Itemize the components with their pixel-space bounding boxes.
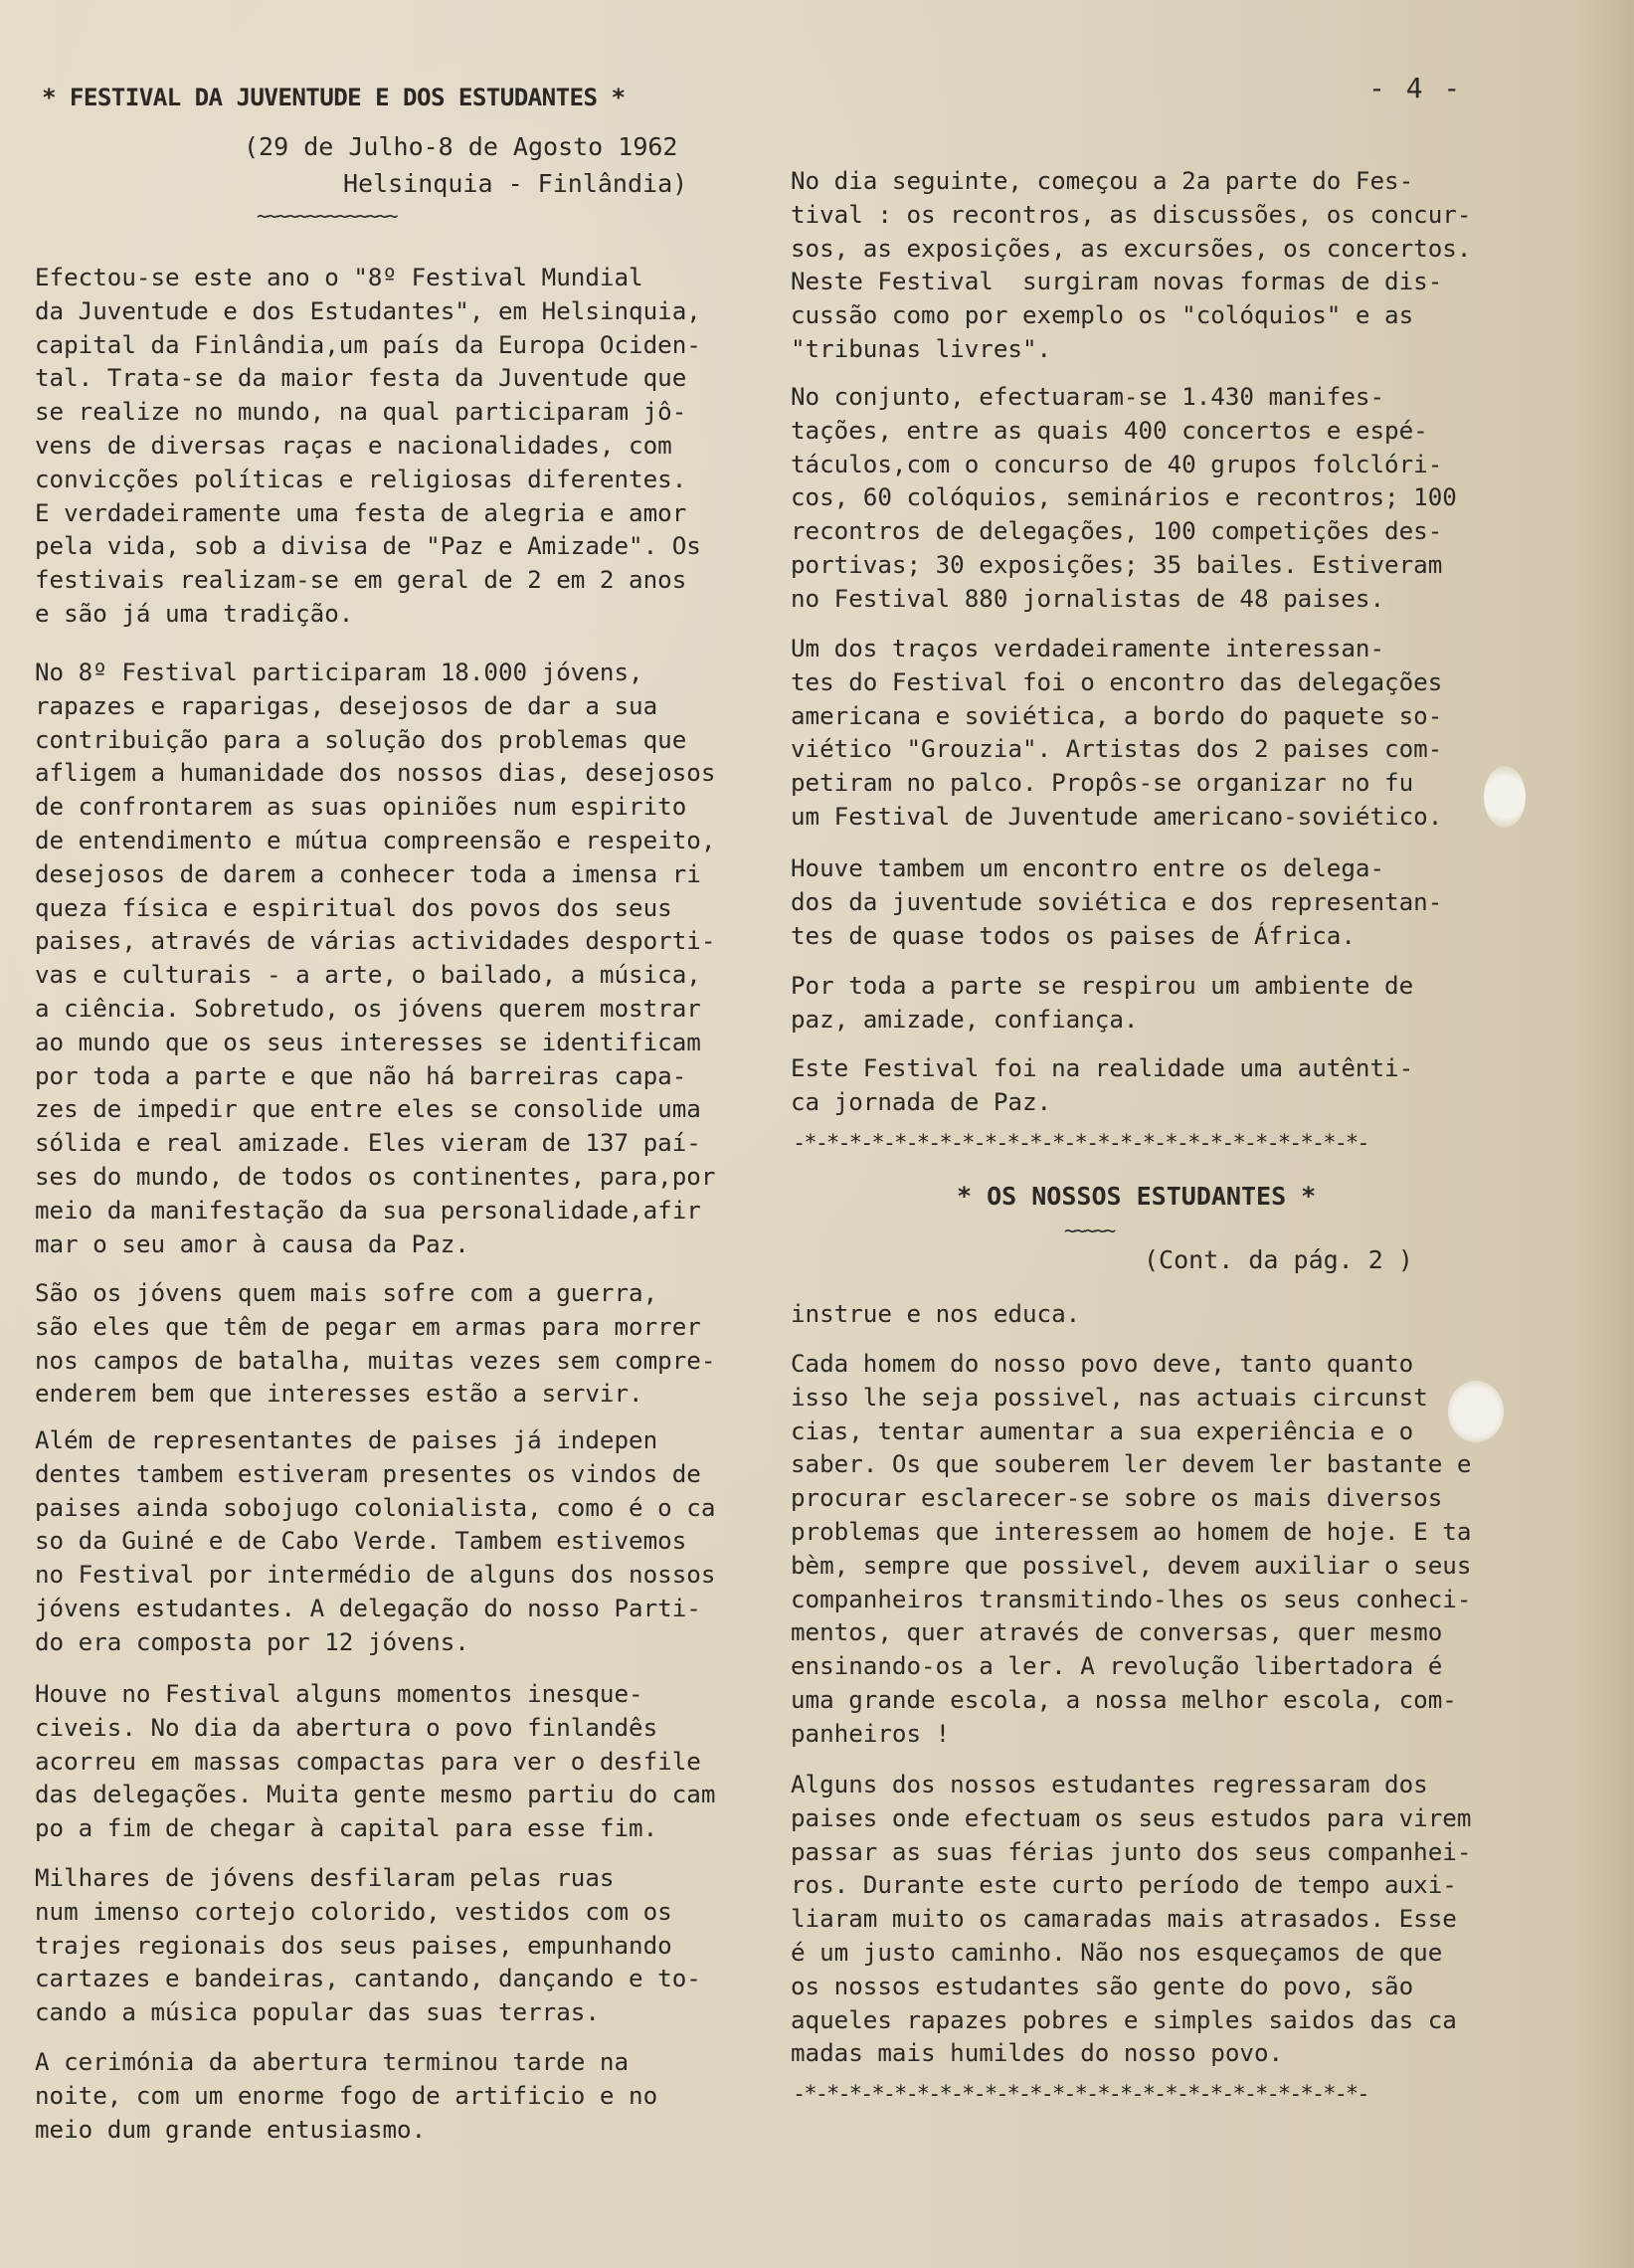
text-line: tes do Festival foi o encontro das delegações <box>791 667 1443 696</box>
text-line: festivais realizam-se em geral de 2 em 2 anos <box>35 566 687 595</box>
text-line: se realize no mundo, na qual participaram jô- <box>35 398 687 427</box>
text-line: nos campos de batalha, muitas vezes sem compre- <box>35 1346 716 1375</box>
article-dates: (29 de Julho-8 de Agosto 1962 <box>244 132 678 161</box>
text-line: convicções políticas e religiosas diferentes. <box>35 465 687 493</box>
text-line: companheiros transmitindo-lhes os seus conheci- <box>791 1585 1472 1613</box>
text-line: civeis. No dia da abertura o povo finlandês <box>35 1713 658 1742</box>
paragraph-atmosphere <box>791 970 1413 1038</box>
text-line: viético "Grouzia". Artistas dos 2 paises com- <box>791 735 1443 764</box>
text-line: trajes regionais dos seus paises, empunhando <box>35 1931 672 1960</box>
text-line: Este Festival foi na realidade uma autênti- <box>791 1054 1414 1082</box>
paragraph-second-part <box>791 165 1471 367</box>
text-line: tes de quase todos os paises de África. <box>791 921 1356 950</box>
text-line: tações, entre as quais 400 concertos e espé- <box>791 416 1428 445</box>
text-line: de entendimento e mútua compreensão e respeito, <box>35 826 716 854</box>
paragraph-africa <box>791 852 1442 953</box>
text-line: São os jóvens quem mais sofre com a guerra, <box>35 1279 658 1307</box>
text-line: afligem a humanidade dos nossos dias, desejosos <box>35 759 716 788</box>
paper-shadow <box>1574 0 1634 2268</box>
text-line: pela vida, sob a divisa de "Paz e Amizade". Os <box>35 532 701 561</box>
text-line: tival : os recontros, as discussões, os concur- <box>791 200 1472 229</box>
text-line: de confrontarem as suas opiniões num espirito <box>35 793 687 822</box>
paragraph-parade <box>35 1862 701 2030</box>
text-line: passar as suas férias junto dos seus companhei- <box>791 1837 1472 1866</box>
section-title: * OS NOSSOS ESTUDANTES * <box>957 1182 1317 1211</box>
text-line: No dia seguinte, começou a 2a parte do Fes- <box>791 167 1414 195</box>
text-line: No conjunto, efectuaram-se 1.430 manifes- <box>791 383 1385 411</box>
text-line: Além de representantes de paises já indepen <box>35 1426 658 1454</box>
paragraph-colonial <box>35 1424 715 1660</box>
text-line: num imenso cortejo colorido, vestidos com os <box>35 1897 672 1926</box>
text-line: da Juventude e dos Estudantes", em Helsinquia, <box>35 296 701 325</box>
text-line: são eles que têm de pegar em armas para morrer <box>35 1312 701 1341</box>
paragraph-war <box>35 1277 715 1412</box>
text-line: cando a música popular das suas terras. <box>35 1998 600 2027</box>
text-line: panheiros ! <box>791 1719 951 1748</box>
text-line: queza física e espiritual dos povos dos seus <box>35 893 672 922</box>
text-line: meio da manifestação da sua personalidade,afir <box>35 1196 701 1225</box>
text-line: cias, tentar aumentar a sua experiência e o <box>791 1417 1414 1445</box>
text-line: mar o seu amor à causa da Paz. <box>35 1229 469 1258</box>
end-separator: -*-*-*-*-*-*-*-*-*-*-*-*-*-*-*-*-*-*-*-*-*-*-*-*-*- <box>793 2082 1368 2107</box>
text-line: Houve no Festival alguns momentos inesque- <box>35 1680 643 1708</box>
text-line: cos, 60 colóquios, seminários e recontros; 100 <box>791 483 1457 512</box>
text-line: bèm, sempre que possivel, devem auxiliar o seus <box>791 1551 1472 1580</box>
paragraph-each-man <box>791 1348 1471 1752</box>
text-line: E verdadeiramente uma festa de alegria e amor <box>35 498 687 527</box>
text-line: procurar esclarecer-se sobre os mais diversos <box>791 1484 1443 1513</box>
article-title: * FESTIVAL DA JUVENTUDE E DOS ESTUDANTES * <box>42 84 626 111</box>
text-line: meio dum grande entusiasmo. <box>35 2115 427 2144</box>
text-line: zes de impedir que entre eles se consolide uma <box>35 1095 701 1124</box>
text-line: táculos,com o concurso de 40 grupos folclóri- <box>791 450 1443 478</box>
text-line: e são já uma tradição. <box>35 599 354 628</box>
text-line: petiram no palco. Propôs-se organizar no fu <box>791 769 1414 798</box>
text-line: cartazes e bandeiras, cantando, dançando e to- <box>35 1965 701 1993</box>
section-separator: -*-*-*-*-*-*-*-*-*-*-*-*-*-*-*-*-*-*-*-*-*-*-*-*-*- <box>793 1131 1368 1156</box>
text-line: cussão como por exemplo os "colóquios" e as <box>791 301 1414 330</box>
title-divider: ~~~~~~~~~~~~~~ <box>257 204 397 228</box>
text-line: desejosos de darem a conhecer toda a imensa ri <box>35 859 701 888</box>
continuation-note: (Cont. da pág. 2 ) <box>1144 1245 1413 1274</box>
text-line: noite, com um enorme fogo de artificio e no <box>35 2081 658 2110</box>
text-line: problemas que interessem ao homem de hoje. E ta <box>791 1517 1472 1546</box>
text-line: instrue e nos educa. <box>791 1300 1081 1328</box>
text-line: Um dos traços verdadeiramente interessan- <box>791 635 1385 662</box>
text-line: Cada homem do nosso povo deve, tanto quanto <box>791 1350 1414 1378</box>
text-line: dos da juventude soviética e dos representan- <box>791 887 1443 916</box>
text-line: portivas; 30 exposições; 35 bailes. Estiveram <box>791 550 1443 579</box>
paragraph-manifestations <box>791 381 1457 617</box>
text-line: uma grande escola, a nossa melhor escola, com- <box>791 1685 1457 1714</box>
text-line: é um justo caminho. Não nos esqueçamos de que <box>791 1938 1443 1967</box>
text-line: no Festival 880 jornalistas de 48 paises. <box>791 584 1385 613</box>
text-line: Alguns dos nossos estudantes regressaram dos <box>791 1771 1428 1798</box>
text-line: um Festival de Juventude americano-soviético. <box>791 802 1443 831</box>
text-line: paz, amizade, confiança. <box>791 1005 1139 1034</box>
text-line: os nossos estudantes são gente do povo, são <box>791 1972 1414 2000</box>
paragraph-ceremony <box>35 2046 657 2147</box>
text-line: dentes tambem estiveram presentes os vindos de <box>35 1459 701 1488</box>
text-line: paises ainda sobojugo colonialista, como é o ca <box>35 1493 716 1522</box>
text-line: das delegações. Muita gente mesmo partiu do cam <box>35 1781 716 1809</box>
text-line: so da Guiné e de Cabo Verde. Tambem estivemos <box>35 1527 687 1556</box>
text-line: Neste Festival surgiram novas formas de dis- <box>791 268 1443 296</box>
text-line: No 8º Festival participaram 18.000 jóvens, <box>35 659 643 686</box>
paragraph-festival-intro <box>35 262 701 632</box>
text-line: acorreu em massas compactas para ver o desfile <box>35 1747 701 1776</box>
text-line: po a fim de chegar à capital para esse fim. <box>35 1814 658 1843</box>
text-line: tal. Trata-se da maior festa da Juventude que <box>35 364 687 393</box>
paragraph-peace-day <box>791 1052 1413 1120</box>
text-line: americana e soviética, a bordo do paquete so- <box>791 701 1443 730</box>
text-line: sos, as exposições, as excursões, os concertos. <box>791 234 1472 263</box>
text-line: madas mais humildes do nosso povo. <box>791 2039 1284 2068</box>
text-line: no Festival por intermédio de alguns dos nossos <box>35 1561 716 1590</box>
text-line: ses do mundo, de todos os continentes, para,por <box>35 1162 716 1191</box>
text-line: do era composta por 12 jóvens. <box>35 1627 469 1656</box>
text-line: sólida e real amizade. Eles vieram de 137 paí- <box>35 1129 701 1158</box>
text-line: vas e culturais - a arte, o bailado, a música, <box>35 961 701 990</box>
text-line: aqueles rapazes pobres e simples saidos das ca <box>791 2005 1457 2034</box>
text-line: capital da Finlândia,um país da Europa Ociden- <box>35 330 701 359</box>
article-location: Helsinquia - Finlândia) <box>343 169 688 198</box>
text-line: Houve tambem um encontro entre os delega- <box>791 854 1385 882</box>
text-line: A cerimónia da abertura terminou tarde na <box>35 2048 630 2076</box>
text-line: a ciência. Sobretudo, os jóvens querem mostrar <box>35 994 701 1023</box>
text-line: liaram muito os camaradas mais atrasados. Esse <box>791 1905 1457 1934</box>
text-line: ca jornada de Paz. <box>791 1087 1052 1116</box>
paragraph-participants <box>35 657 715 1261</box>
punch-hole <box>1448 1381 1504 1442</box>
paragraph-students-return <box>791 1769 1471 2071</box>
text-line: "tribunas livres". <box>791 334 1052 363</box>
paragraph-american-soviet <box>791 633 1442 835</box>
text-line: Efectou-se este ano o "8º Festival Mundial <box>35 264 643 291</box>
section-title-divider: ~~~~~ <box>1064 1219 1115 1242</box>
text-line: jóvens estudantes. A delegação do nosso Parti- <box>35 1594 701 1622</box>
text-line: mentos, quer através de conversas, quer mesmo <box>791 1618 1443 1647</box>
page-number: - 4 - <box>1368 72 1463 104</box>
text-line: paises onde efectuam os seus estudos para virem <box>791 1803 1472 1832</box>
text-line: ensinando-os a ler. A revolução libertadora é <box>791 1652 1443 1681</box>
text-line: vens de diversas raças e nacionalidades, com <box>35 431 672 460</box>
punch-hole <box>1484 766 1526 828</box>
text-line: saber. Os que souberem ler devem ler bastante e <box>791 1450 1472 1479</box>
text-line: recontros de delegações, 100 competições des- <box>791 517 1443 546</box>
text-line: por toda a parte e que não há barreiras capa- <box>35 1061 687 1090</box>
text-line: enderem bem que interesses estão a servir. <box>35 1380 643 1409</box>
text-line: Por toda a parte se respirou um ambiente de <box>791 972 1414 1000</box>
paragraph-opening-day <box>35 1678 715 1846</box>
text-line: contribuição para a solução dos problemas que <box>35 725 687 754</box>
text-line: rapazes e raparigas, desejosos de dar a sua <box>35 691 658 720</box>
text-line: isso lhe seja possivel, nas actuais circunst <box>791 1383 1428 1412</box>
text-line: ros. Durante este curto período de tempo auxi- <box>791 1871 1457 1900</box>
text-line: paises, através de várias actividades desporti- <box>35 927 716 956</box>
paragraph-continuation <box>791 1298 1080 1332</box>
text-line: Milhares de jóvens desfilaram pelas ruas <box>35 1864 615 1892</box>
text-line: ao mundo que os seus interesses se identificam <box>35 1028 701 1056</box>
